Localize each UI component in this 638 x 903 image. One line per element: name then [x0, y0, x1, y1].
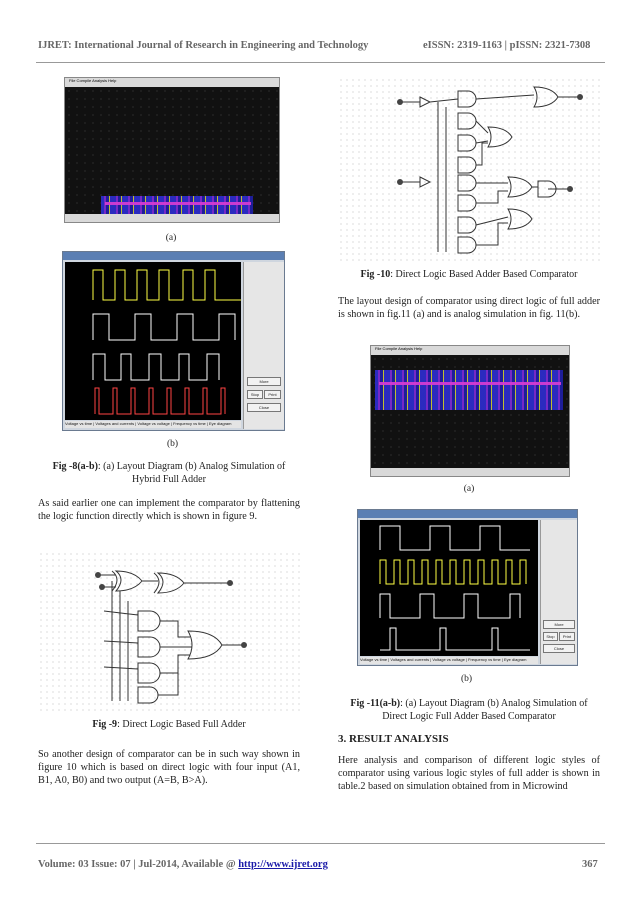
- inv-a1: [420, 97, 430, 107]
- and-bot-1: [458, 175, 476, 191]
- journal-title: IJRET: International Journal of Research in Engineering and Technology: [38, 40, 369, 51]
- output-port-sum: [227, 580, 233, 586]
- fig11b-label: (b): [460, 674, 473, 684]
- fig10-schematic: [338, 77, 600, 262]
- fig8b-sim-screenshot: [62, 251, 285, 431]
- sim-titlebar: [358, 510, 577, 518]
- sim-waveforms: [65, 262, 241, 420]
- output-port-carry: [241, 642, 247, 648]
- wire-and1: [160, 621, 190, 637]
- xor-gate-2: [154, 573, 184, 593]
- wire-12: [476, 191, 508, 203]
- sim-close-button[interactable]: Close: [247, 403, 281, 412]
- inv-a0: [420, 177, 430, 187]
- or-gate: [188, 631, 222, 659]
- header-rule: [36, 62, 605, 63]
- sim-print-button[interactable]: Print: [264, 390, 281, 399]
- xor-gate-1: [112, 571, 142, 591]
- wire-in1: [104, 611, 138, 615]
- wire-14: [476, 223, 508, 245]
- and-top-1: [458, 113, 476, 129]
- fig8-caption: Fig -8(a-b): (a) Layout Diagram (b) Analog Simulation of Hybrid Full Adder: [52, 461, 286, 485]
- sim-stop-button[interactable]: Stop: [247, 390, 263, 399]
- right-paragraph-1: The layout design of comparator using direct logic of full adder is shown in fig.11 (a) and is analog simulation in fig. 11(b).: [338, 296, 600, 320]
- and-bot-4: [458, 237, 476, 253]
- footer-rule: [36, 843, 605, 844]
- waveform-b1: [380, 560, 526, 584]
- wire-9: [476, 143, 488, 165]
- layout-grid: [65, 87, 279, 214]
- wire-7: [476, 121, 488, 133]
- layout-menubar: File Compile Analysis Help: [371, 346, 569, 355]
- fig8b-label: (b): [166, 439, 179, 449]
- fig9-caption: Fig -9: Direct Logic Based Full Adder: [92, 719, 246, 730]
- journal-link[interactable]: http://www.ijret.org: [238, 859, 328, 870]
- input-port-a: [95, 572, 101, 578]
- and-top-3: [458, 157, 476, 173]
- and-gate-2: [138, 637, 160, 657]
- or-bot: [508, 177, 532, 197]
- sim-close-button[interactable]: Close: [543, 644, 575, 653]
- sim-more-button[interactable]: More: [543, 620, 575, 629]
- left-paragraph-2: So another design of comparator can be in such way shown in figure 10 which is based on direct logic with four input (A1, B1, A0, B0) and two output (A=B, B>A).: [38, 749, 300, 786]
- layout-metal: [379, 382, 561, 385]
- and-gate-1: [138, 611, 160, 631]
- fig10-logic-diagram: [338, 77, 600, 262]
- out-gt: [567, 186, 573, 192]
- sim-tabs: Voltage vs time | Voltages and currents | Voltage vs voltage | Frequency vs time | Eye diagram: [65, 421, 241, 428]
- fig11a-label: (a): [463, 484, 475, 494]
- or-bot-2: [508, 209, 532, 229]
- layout-menubar: File Compile Analysis Help: [65, 78, 279, 87]
- waveform-sum: [93, 354, 219, 380]
- sim-tabs: Voltage vs time | Voltages and currents | Voltage vs voltage | Frequency vs time | Eye diagram: [360, 657, 538, 664]
- section-heading: 3. RESULT ANALYSIS: [338, 733, 449, 745]
- wire-2: [430, 99, 458, 102]
- layout-cells: [101, 196, 253, 214]
- waveform-eq: [380, 594, 520, 618]
- fig11-caption: Fig -11(a-b): (a) Layout Diagram (b) Analog Simulation of Direct Logic Full Adder Based Comparator: [350, 698, 588, 722]
- in-a0: [397, 179, 403, 185]
- wire-13: [476, 217, 508, 225]
- sim-side-panel: [540, 520, 577, 664]
- and-gate-4: [138, 687, 158, 703]
- sim-more-button[interactable]: More: [247, 377, 281, 386]
- page-number: 367: [582, 859, 598, 870]
- and-bot-3: [458, 217, 476, 233]
- layout-metal: [105, 202, 251, 205]
- waveform-a1: [380, 526, 530, 550]
- waveform-in2: [93, 270, 241, 300]
- sim-side-panel: [243, 262, 284, 429]
- layout-cells: [375, 370, 563, 410]
- fig8a-label: (a): [165, 233, 177, 243]
- layout-statusbar: [371, 468, 569, 476]
- sim-print-button[interactable]: Print: [559, 632, 575, 641]
- input-port-b: [99, 584, 105, 590]
- and-bot-2: [458, 195, 476, 211]
- wire-and3: [160, 655, 190, 673]
- sim-waveforms: [360, 520, 538, 656]
- footer-volume: Volume: 03 Issue: 07 | Jul-2014, Available @ http://www.ijret.org: [38, 859, 328, 870]
- wire-and4: [158, 673, 178, 695]
- in-a1: [397, 99, 403, 105]
- wire-3: [476, 95, 534, 99]
- sim-stop-button[interactable]: Stop: [543, 632, 558, 641]
- wire-in3: [104, 667, 138, 669]
- wire-in2: [104, 641, 138, 643]
- waveform-in1: [95, 388, 225, 414]
- fig10-caption: Fig -10: Direct Logic Based Adder Based Comparator: [360, 269, 578, 280]
- waveform-gt: [380, 628, 530, 650]
- xnor-top: [458, 91, 476, 107]
- and-top-2: [458, 135, 476, 151]
- sim-plot: [65, 262, 241, 420]
- journal-issn: eISSN: 2319-1163 | pISSN: 2321-7308: [423, 40, 591, 51]
- right-paragraph-2: Here analysis and comparison of different logic styles of comparator using various logic styles of full adder is shown in table.2 based on simulation obtained from in Microwind: [338, 755, 600, 792]
- or-top: [534, 87, 558, 107]
- sim-plot: [360, 520, 538, 656]
- left-paragraph-1: As said earlier one can implement the comparator by flattening the logic function directly which is shown in figure 9.: [38, 498, 300, 522]
- waveform-carry: [93, 314, 235, 340]
- layout-statusbar: [65, 214, 279, 222]
- fig11b-sim-screenshot: [357, 509, 578, 666]
- sim-titlebar: [63, 252, 284, 260]
- fig9-logic-diagram: [38, 551, 300, 711]
- out-eq: [577, 94, 583, 100]
- fig9-schematic: [38, 551, 300, 711]
- fig11a-layout-screenshot: [370, 345, 570, 477]
- and-gate-3: [138, 663, 160, 683]
- fig8a-layout-screenshot: [64, 77, 280, 223]
- or-mid: [488, 127, 512, 147]
